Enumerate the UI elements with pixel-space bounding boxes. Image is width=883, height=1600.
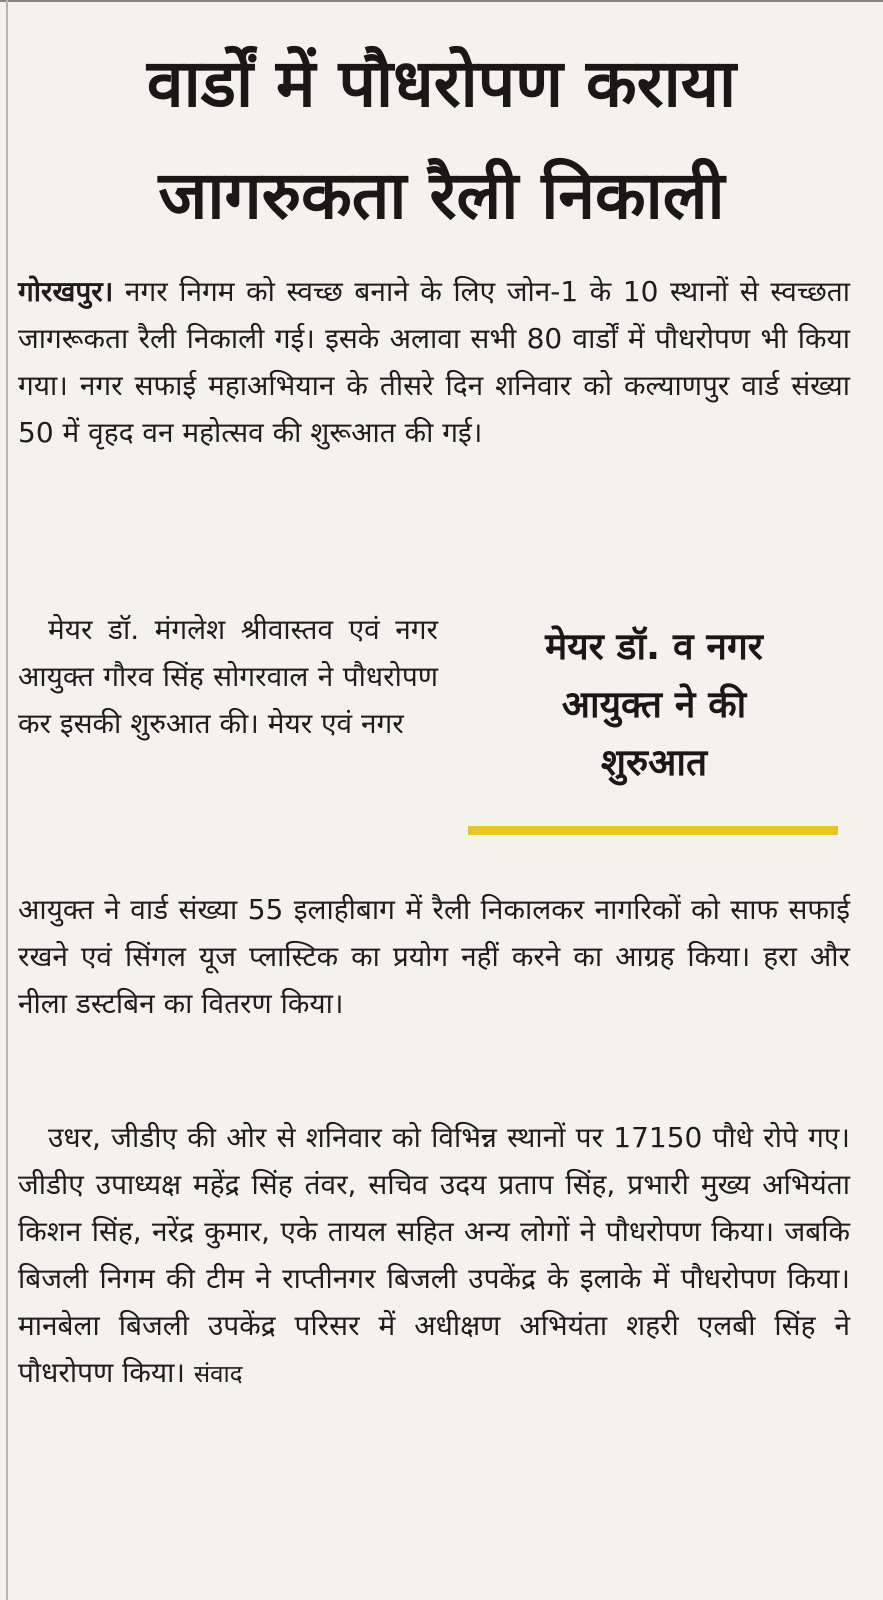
article-paragraph-2-continued: आयुक्त ने वार्ड संख्या 55 इलाहीबाग में रैली निकालकर नागरिकों को साफ सफाई रखने एवं सिंगल यूज प्लास्टिक का प्रयोग नहीं करने का आग्रह किया। हरा और नीला डस्टबिन का वितरण किया।: [18, 893, 850, 1020]
article-paragraph-2-column: मेयर डॉ. मंगलेश श्रीवास्तव एवं नगर आयुक्त गौरव सिंह सोगरवाल ने पौधरोपण कर इसकी शुरुआत की। मेयर एवं नगर: [18, 613, 438, 740]
article-paragraph-3: [18, 1114, 850, 1398]
top-divider: [0, 0, 883, 2]
paragraph-3-text: उधर, जीडीए की ओर से शनिवार को विभिन्न स्थानों पर 17150 पौधे रोपे गए। जीडीए उपाध्यक्ष महेंद्र सिंह तंवर, सचिव उदय प्रताप सिंह, प्रभारी मुख्य अभियंता किशन सिंह, नरेंद्र कुमार, एके तायल सहित अन्य लोगों ने पौधरोपण किया। जबकि बिजली निगम की टीम ने राप्तीनगर बिजली उपकेंद्र के इलाके में पौधरोपण किया। मानबेला बिजली उपकेंद्र परिसर में अधीक्षण अभियंता शहरी एलबी सिंह ने पौधरोपण किया।: [18, 1121, 850, 1389]
headline-line-1: वार्डों में पौधरोपण कराया: [146, 45, 737, 122]
article-paragraph-1: [18, 268, 850, 456]
headline: [0, 28, 883, 252]
pull-quote-line-3: शुरुआत: [600, 741, 708, 784]
headline-line-2: जागरुकता रैली निकाली: [158, 157, 725, 234]
pull-quote-line-2: आयुक्त ने की: [561, 683, 747, 726]
pull-quote-line-1: मेयर डॉ. व नगर: [545, 625, 763, 668]
byline: संवाद: [193, 1360, 243, 1388]
pull-quote-underline: [468, 826, 838, 835]
dateline: गोरखपुर।: [18, 275, 114, 308]
pull-quote: [470, 618, 838, 792]
paragraph-1-text: नगर निगम को स्वच्छ बनाने के लिए जोन-1 के 10 स्थानों से स्वच्छता जागरूकता रैली निकाली गई। इसके अलावा सभी 80 वार्डों में पौधरोपण भी किया गया। नगर सफाई महाअभियान के तीसरे दिन शनिवार को कल्याणपुर वार्ड संख्या 50 में वृहद वन महोत्सव की शुरूआत की गई।: [18, 275, 850, 449]
